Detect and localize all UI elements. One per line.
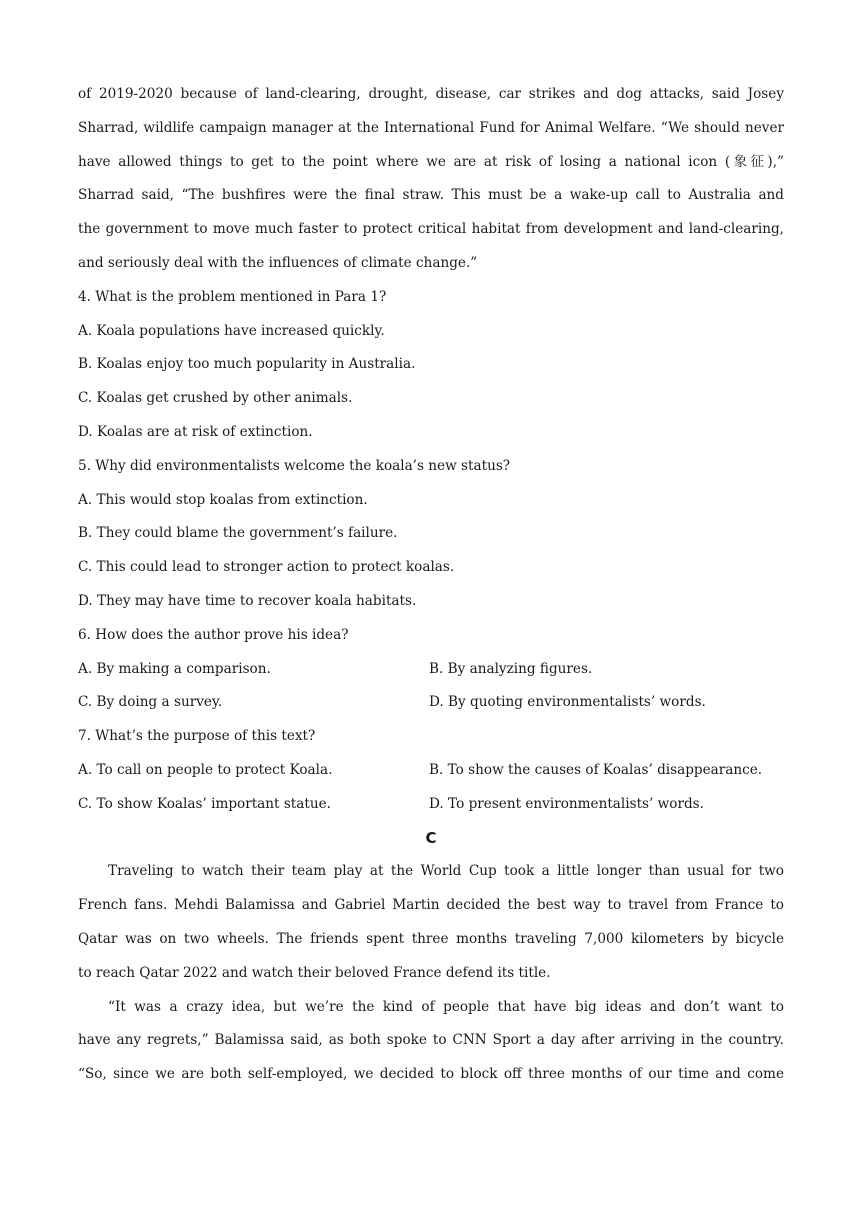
question-7 <box>78 720 784 821</box>
text-line: the government to move much faster to protect critical habitat from development and land-clearing, <box>78 221 784 238</box>
answer-option: A. Koala populations have increased quickly. <box>78 322 385 339</box>
answer-option-row <box>78 754 784 788</box>
section-heading: C <box>425 828 437 847</box>
question-stem: 4. What is the problem mentioned in Para 1? <box>78 288 387 305</box>
answer-option-row <box>78 653 784 687</box>
text-line: Sharrad said, “The bushfires were the final straw. This must be a wake-up call to Australia and <box>78 187 784 204</box>
text-line: of 2019-2020 because of land-clearing, drought, disease, car strikes and dog attacks, said Josey <box>78 86 784 102</box>
answer-option: A. This would stop koalas from extinction. <box>78 491 368 508</box>
question-stem: 7. What’s the purpose of this text? <box>78 728 316 745</box>
answer-option: D. Koalas are at risk of extinction. <box>78 423 313 440</box>
question-stem: 6. How does the author prove his idea? <box>78 626 349 643</box>
text-line: Traveling to watch their team play at the World Cup took a little longer than usual for two <box>108 863 784 880</box>
passage-c-paragraph-2 <box>78 991 784 1092</box>
answer-option: D. They may have time to recover koala habitats. <box>78 592 417 609</box>
question-4 <box>78 281 784 450</box>
text-line: Sharrad, wildlife campaign manager at the International Fund for Animal Welfare. “We should never <box>78 119 784 136</box>
answer-option-row <box>78 788 784 822</box>
answer-option: C. Koalas get crushed by other animals. <box>78 390 353 407</box>
passage-b-tail <box>78 78 784 281</box>
answer-option: B. To show the causes of Koalas’ disappearance. <box>429 761 763 778</box>
question-5 <box>78 450 784 619</box>
question-stem: 5. Why did environmentalists welcome the koala’s new status? <box>78 457 511 474</box>
answer-option: B. By analyzing figures. <box>429 660 593 677</box>
passage-c-paragraph-1 <box>78 855 784 990</box>
text-line: Qatar was on two wheels. The friends spent three months traveling 7,000 kilometers by bicycle <box>78 930 784 947</box>
text-line: French fans. Mehdi Balamissa and Gabriel Martin decided the best way to travel from France to <box>78 897 784 914</box>
document-page <box>78 78 784 1092</box>
text-line: have allowed things to get to the point where we are at risk of losing a national icon (象征),” <box>78 153 784 170</box>
answer-option: C. To show Koalas’ important statue. <box>78 795 331 812</box>
answer-option-row <box>78 686 784 720</box>
text-line: and seriously deal with the influences of climate change.” <box>78 254 478 271</box>
answer-option: C. This could lead to stronger action to protect koalas. <box>78 559 455 576</box>
answer-option: C. By doing a survey. <box>78 694 223 711</box>
answer-option: B. They could blame the government’s failure. <box>78 525 398 542</box>
text-line: have any regrets,” Balamissa said, as both spoke to CNN Sport a day after arriving in the country. <box>78 1032 784 1049</box>
text-line: to reach Qatar 2022 and watch their beloved France defend its title. <box>78 964 551 981</box>
text-line: “It was a crazy idea, but we’re the kind of people that have big ideas and don’t want to <box>108 998 784 1015</box>
question-6 <box>78 619 784 720</box>
answer-option: A. To call on people to protect Koala. <box>78 761 333 778</box>
answer-option: D. By quoting environmentalists’ words. <box>429 694 706 711</box>
answer-option: A. By making a comparison. <box>78 660 271 677</box>
answer-option: B. Koalas enjoy too much popularity in Australia. <box>78 356 416 373</box>
text-line: “So, since we are both self-employed, we decided to block off three months of our time and come <box>78 1066 784 1083</box>
answer-option: D. To present environmentalists’ words. <box>429 795 704 812</box>
